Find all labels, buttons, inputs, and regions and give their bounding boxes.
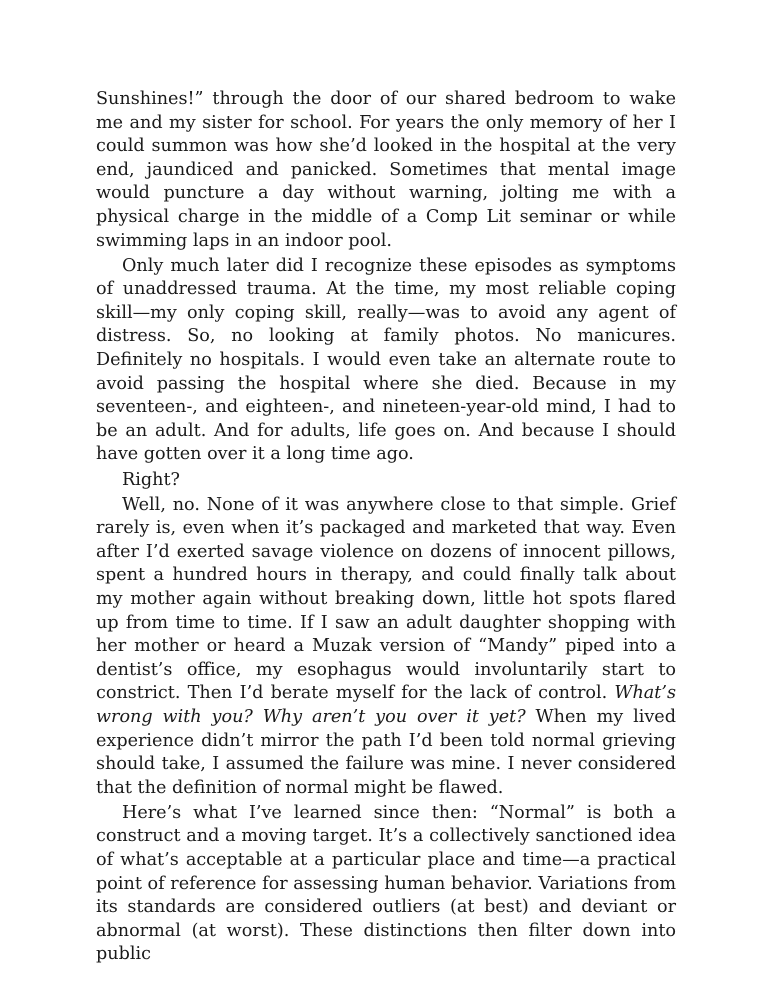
document-page [96, 88, 676, 967]
paragraph [96, 469, 676, 493]
paragraph-text: Sunshines!” through the door of our shared bedroom to wake me and my sister for school. For years the only memory of her I could summon was how she’d looked in the hospital at the very end, jaundiced and panicked. Sometimes that mental image would puncture a day without warning, jolting me with a physical charge in the middle of a Comp Lit seminar or while swimming laps in an indoor pool. [96, 89, 676, 251]
paragraph-text: Right? [122, 469, 180, 490]
paragraph [96, 494, 676, 801]
italic-inner-question: What’s wrong with you? Why aren’t you over it yet? [96, 683, 676, 727]
paragraph [96, 255, 676, 467]
paragraph [96, 88, 676, 253]
paragraph-text: Only much later did I recognize these episodes as symptoms of unaddressed trauma. At the time, my most reliable coping skill—my only coping skill, really—was to avoid any agent of distress. So, no looking at family photos. No manicures. Definitely no hospitals. I would even take an alternate route to avoid passing the hospital where she died. Because in my seventeen-, and eighteen-, and nineteen-year-old mind, I had to be an adult. And for adults, life goes on. And because I should have gotten over it a long time ago. [96, 255, 676, 465]
paragraph-text: Here’s what I’ve learned since then: “Normal” is both a construct and a moving target. It’s a collectively sanctioned idea of what’s acceptable at a particular place and time—a practical point of reference for assessing human behavior. Variations from its standards are considered outliers (at best) and deviant or abnormal (at worst). These distinctions then filter down into public [96, 802, 676, 965]
paragraph [96, 802, 676, 967]
paragraph-text: Well, no. None of it was anywhere close to that simple. Grief rarely is, even when it’s packaged and marketed that way. Even after I’d exerted savage violence on dozens of innocent pillows, spent a hundred hours in therapy, and could finally talk about my mother again without breaking down, little hot spots flared up from time to time. If I saw an adult daughter shopping with her mother or heard a Muzak version of “Mandy” piped into a dentist’s office, my esophagus would involuntarily start to constrict. Then I’d berate myself for the lack of control. [96, 494, 676, 704]
paragraph-text: When my lived experience didn’t mirror the path I’d been told normal grieving should take, I assumed the failure was mine. I never considered that the definition of normal might be flawed. [96, 706, 676, 798]
